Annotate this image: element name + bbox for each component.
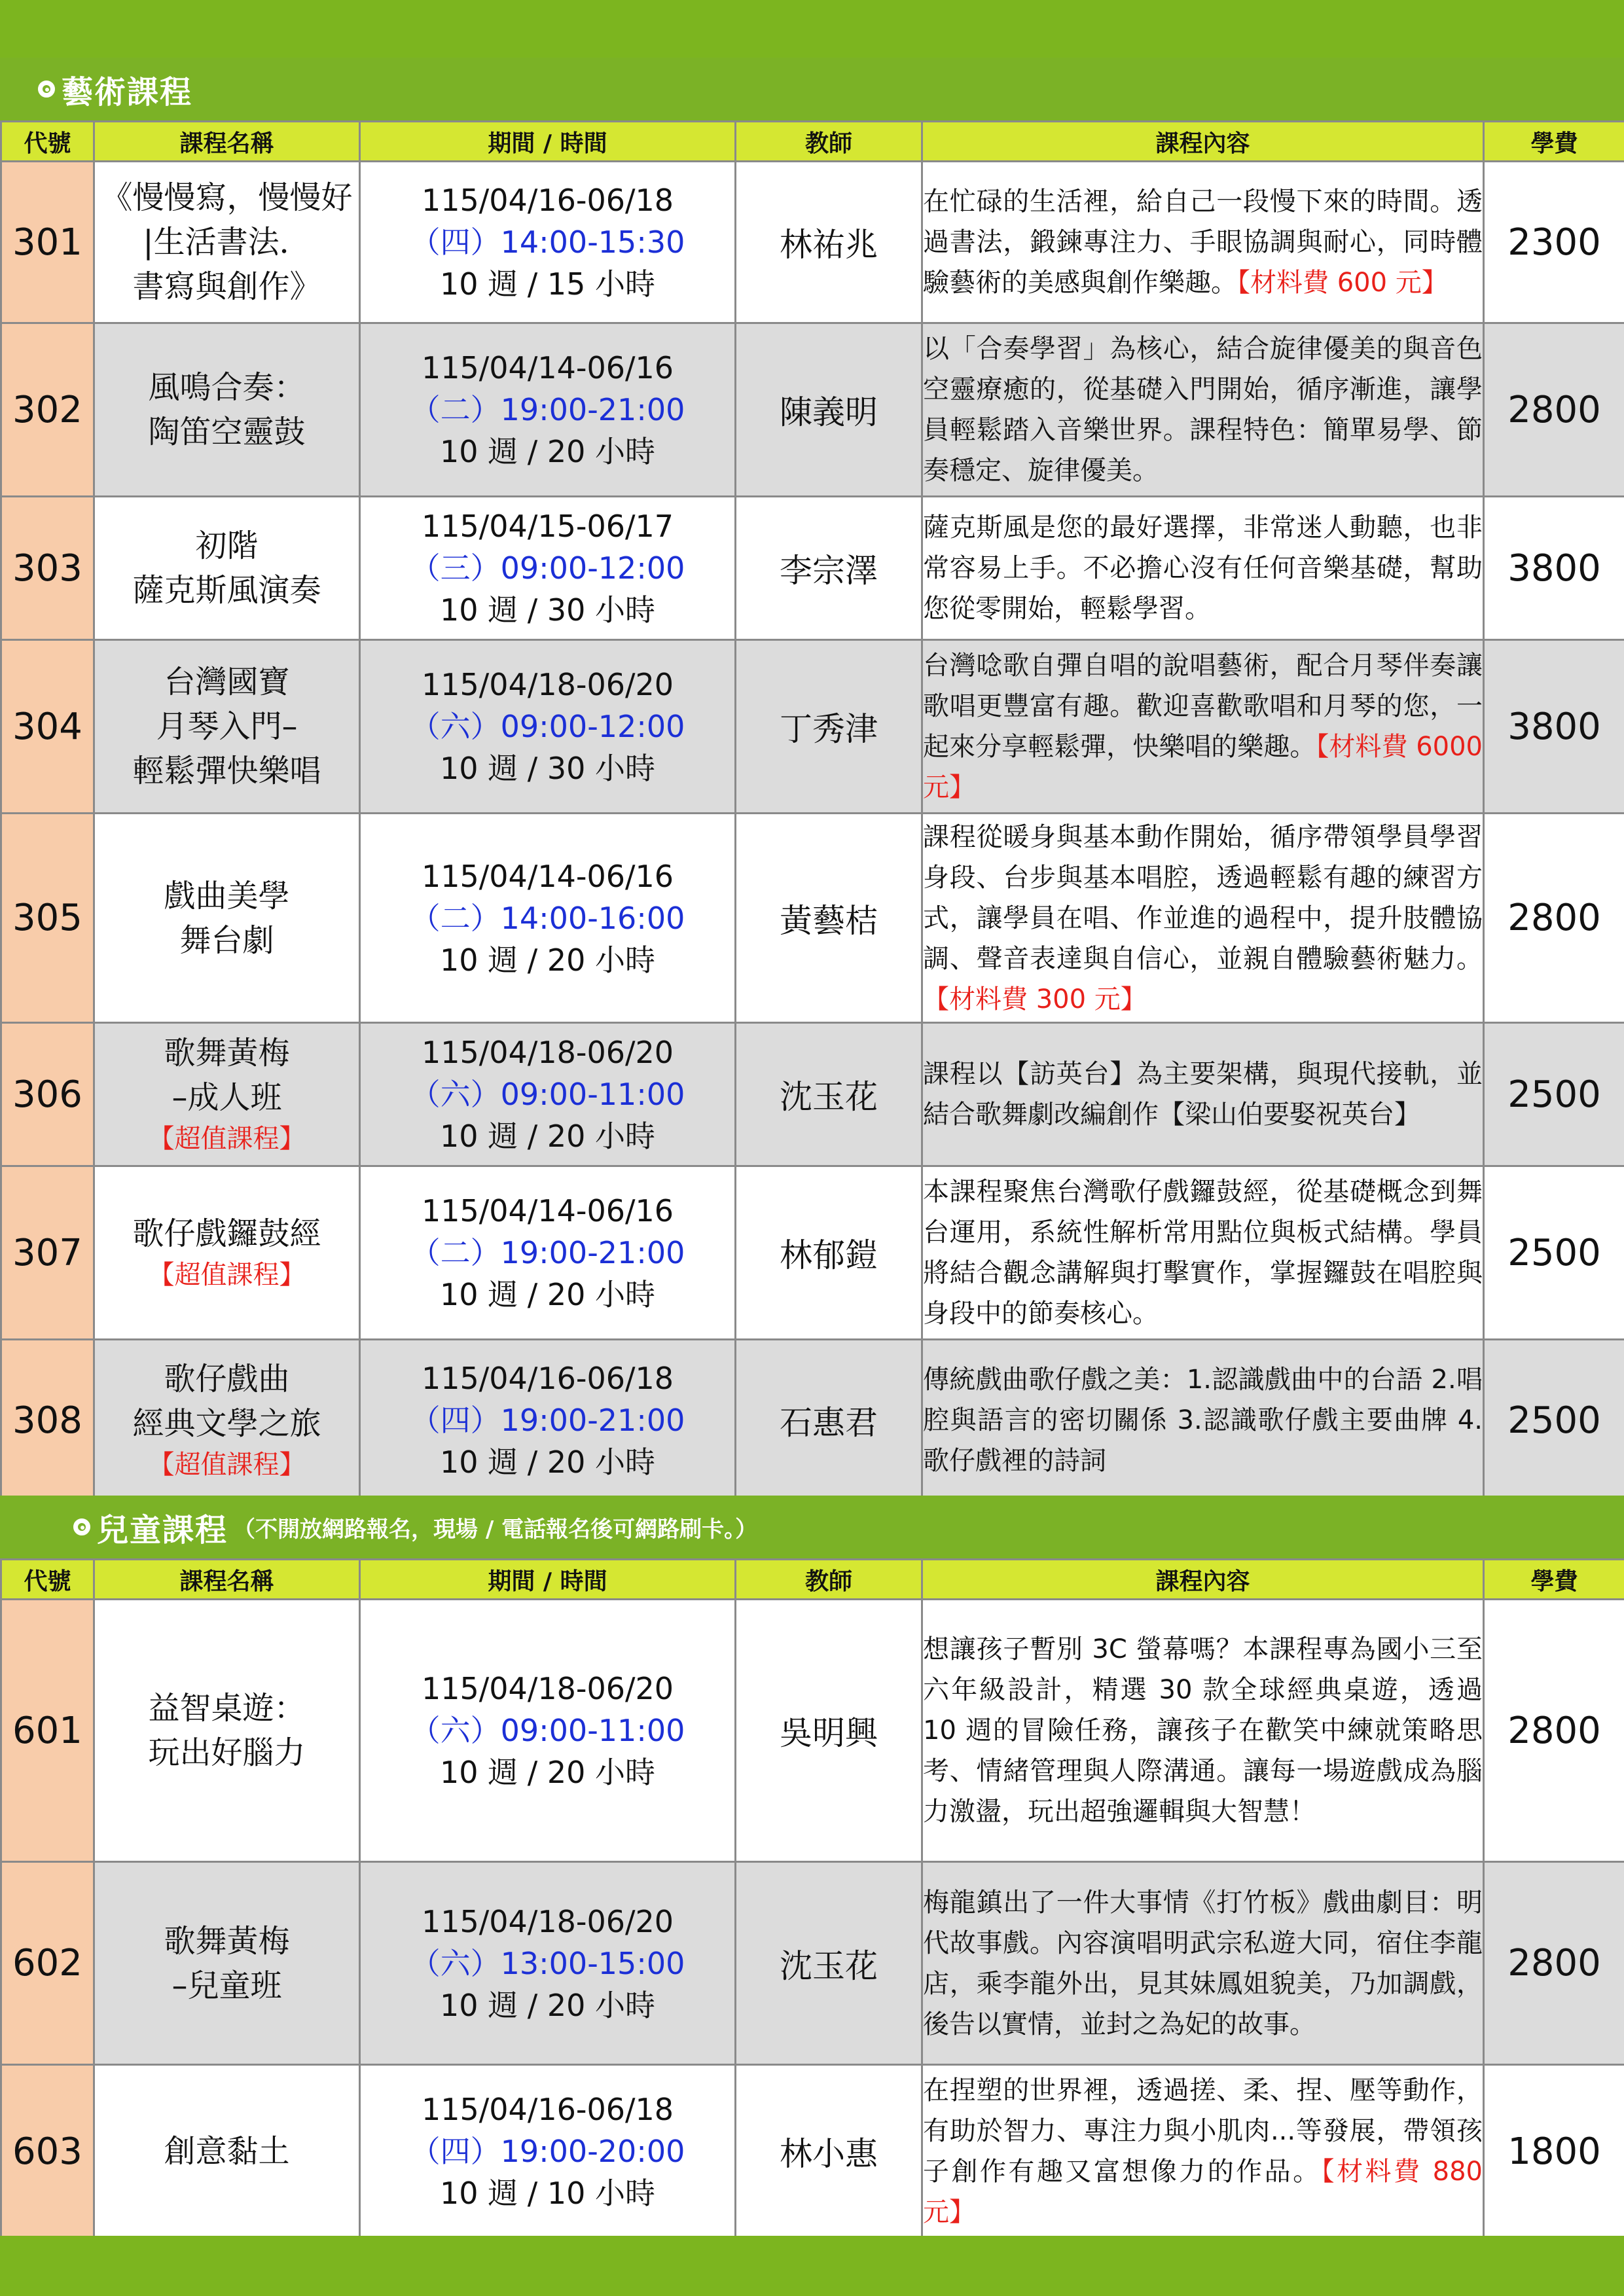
course-dates: 115/04/18-06/20 — [421, 1035, 674, 1070]
column-header: 教師 — [736, 122, 922, 162]
course-description — [922, 1600, 1484, 1862]
column-header: 代號 — [1, 122, 94, 162]
course-description — [922, 497, 1484, 640]
section-header-2 — [0, 1496, 1624, 1558]
course-name-line: 歌舞黃梅 — [164, 1035, 290, 1071]
course-time: （二）19:00-21:00 — [410, 1235, 685, 1270]
course-fee: 2800 — [1484, 814, 1624, 1023]
course-name-line: 風鳴合奏： — [148, 369, 306, 406]
column-header: 教師 — [736, 1560, 922, 1600]
course-time: （四）19:00-21:00 — [410, 1403, 685, 1438]
course-teacher: 林祐兆 — [736, 162, 922, 323]
value-course-badge: 【超值課程】 — [148, 1450, 306, 1480]
course-name — [94, 1600, 360, 1862]
course-name — [94, 162, 360, 323]
course-time: （二）14:00-16:00 — [410, 900, 685, 936]
bottom-band — [0, 2236, 1624, 2296]
course-fee: 2500 — [1484, 1166, 1624, 1340]
description-text: 課程以【訪英台】為主要架構，與現代接軌，並結合歌舞劇改編創作【梁山伯要娶祝英台】 — [923, 1059, 1483, 1130]
course-name-line: –兒童班 — [171, 1967, 282, 2004]
course-schedule — [360, 814, 736, 1023]
column-header: 學費 — [1484, 122, 1624, 162]
course-code: 305 — [1, 814, 94, 1023]
course-schedule — [360, 640, 736, 814]
course-teacher: 林郁鎧 — [736, 1166, 922, 1340]
course-table-2 — [0, 1558, 1624, 2239]
course-time: （四）19:00-20:00 — [410, 2134, 685, 2169]
course-schedule — [360, 1862, 736, 2065]
course-name — [94, 640, 360, 814]
table-row — [1, 814, 1624, 1023]
column-header: 課程名稱 — [94, 1560, 360, 1600]
description-text: 以「合奏學習」為核心，結合旋律優美的與音色空靈療癒的，從基礎入門開始，循序漸進，讓學員輕鬆踏入音樂世界。課程特色：簡單易學、節奏穩定、旋律優美。 — [923, 334, 1483, 486]
description-text: 想讓孩子暫別 3C 螢幕嗎？本課程專為國小三至六年級設計，精選 30 款全球經典桌遊，透過 10 週的冒險任務，讓孩子在歡笑中練就策略思考、情緒管理與人際溝通。讓每一場遊戲成為腦力激盪，玩出超強邏輯與大智慧！ — [923, 1634, 1483, 1827]
description-text: 傳統戲曲歌仔戲之美：1.認識戲曲中的台語 2.唱腔與語言的密切關係 3.認識歌仔戲主要曲牌 4.歌仔戲裡的詩詞 — [923, 1365, 1483, 1476]
table-row — [1, 1023, 1624, 1166]
course-description — [922, 814, 1484, 1023]
course-name-line: 書寫與創作》 — [132, 268, 321, 305]
table-row — [1, 1166, 1624, 1340]
course-fee: 2800 — [1484, 323, 1624, 497]
description-text: 在捏塑的世界裡，透過搓、柔、捏、壓等動作，有助於智力、專注力與小肌肉...等發展，帶領孩子創作有趣又富想像力的作品。 — [923, 2075, 1483, 2187]
description-text: 梅龍鎮出了一件大事情《打竹板》戲曲劇目：明代故事戲。內容演唱明武宗私遊大同，宿住李龍店，乘李龍外出，見其妹鳳姐貌美，乃加調戲，後告以實情，並封之為妃的故事。 — [923, 1887, 1483, 2039]
course-duration: 10 週 / 20 小時 — [439, 1987, 656, 2023]
course-name-line: 玩出好腦力 — [148, 1734, 306, 1771]
course-teacher: 沈玉花 — [736, 1862, 922, 2065]
course-description — [922, 323, 1484, 497]
course-dates: 115/04/18-06/20 — [421, 667, 674, 702]
course-fee: 2800 — [1484, 1600, 1624, 1862]
course-name — [94, 1862, 360, 2065]
course-dates: 115/04/14-06/16 — [421, 858, 674, 894]
table-header-row — [1, 1560, 1624, 1600]
course-name-line: |生活書法． — [143, 224, 311, 260]
course-name-line: 月琴入門– — [156, 708, 298, 745]
course-name-line: –成人班 — [171, 1079, 282, 1116]
course-dates: 115/04/18-06/20 — [421, 1671, 674, 1706]
course-schedule — [360, 1600, 736, 1862]
table-header-row — [1, 122, 1624, 162]
course-description — [922, 1166, 1484, 1340]
top-band — [0, 0, 1624, 58]
course-fee: 2500 — [1484, 1340, 1624, 1501]
course-code: 601 — [1, 1600, 94, 1862]
course-schedule — [360, 1166, 736, 1340]
course-time: （三）09:00-12:00 — [410, 550, 685, 586]
course-name-line: 歌仔戲鑼鼓經 — [132, 1215, 321, 1252]
table-row — [1, 1600, 1624, 1862]
course-dates: 115/04/14-06/16 — [421, 350, 674, 386]
course-duration: 10 週 / 20 小時 — [439, 1277, 656, 1312]
course-description — [922, 2065, 1484, 2238]
course-name-line: 歌仔戲曲 — [164, 1361, 290, 1397]
course-duration: 10 週 / 20 小時 — [439, 1119, 656, 1154]
table-row — [1, 497, 1624, 640]
course-description — [922, 640, 1484, 814]
course-duration: 10 週 / 20 小時 — [439, 942, 656, 978]
course-code: 603 — [1, 2065, 94, 2238]
course-name-line: 戲曲美學 — [164, 877, 290, 914]
course-code: 303 — [1, 497, 94, 640]
material-fee: 【材料費 300 元】 — [923, 984, 1147, 1014]
course-schedule — [360, 323, 736, 497]
description-text: 本課程聚焦台灣歌仔戲鑼鼓經，從基礎概念到舞台運用，系統性解析常用點位與板式結構。學員將結合觀念講解與打擊實作，掌握鑼鼓在唱腔與身段中的節奏核心。 — [923, 1177, 1483, 1329]
course-name — [94, 323, 360, 497]
course-code: 301 — [1, 162, 94, 323]
course-time: （六）09:00-12:00 — [410, 709, 685, 744]
course-teacher: 吳明興 — [736, 1600, 922, 1862]
course-fee: 2500 — [1484, 1023, 1624, 1166]
course-code: 302 — [1, 323, 94, 497]
course-teacher: 丁秀津 — [736, 640, 922, 814]
course-time: （四）14:00-15:30 — [410, 224, 685, 260]
course-name — [94, 814, 360, 1023]
course-dates: 115/04/14-06/16 — [421, 1193, 674, 1229]
course-code: 306 — [1, 1023, 94, 1166]
course-description — [922, 1340, 1484, 1501]
description-text: 薩克斯風是您的最好選擇，非常迷人動聽，也非常容易上手。不必擔心沒有任何音樂基礎，幫助您從零開始，輕鬆學習。 — [923, 512, 1483, 624]
course-duration: 10 週 / 20 小時 — [439, 434, 656, 469]
material-fee: 【材料費 600 元】 — [1237, 268, 1448, 298]
course-name-line: 舞台劇 — [179, 922, 274, 959]
course-teacher: 黃藝桔 — [736, 814, 922, 1023]
course-name — [94, 1023, 360, 1166]
course-description — [922, 162, 1484, 323]
table-row — [1, 162, 1624, 323]
course-time: （六）09:00-11:00 — [410, 1713, 685, 1748]
course-time: （六）09:00-11:00 — [410, 1077, 685, 1112]
course-code: 308 — [1, 1340, 94, 1501]
course-name-line: 初階 — [195, 528, 259, 564]
course-duration: 10 週 / 20 小時 — [439, 1755, 656, 1790]
section-header-1 — [0, 58, 1624, 120]
course-name-line: 輕鬆彈快樂唱 — [132, 753, 321, 789]
course-teacher: 陳義明 — [736, 323, 922, 497]
course-name — [94, 2065, 360, 2238]
course-schedule — [360, 1023, 736, 1166]
course-schedule — [360, 1340, 736, 1501]
description-text: 台灣唸歌自彈自唱的說唱藝術，配合月琴伴奏讓歌唱更豐富有趣。歡迎喜歡歌唱和月琴的您，一起來分享輕鬆彈，快樂唱的樂趣。 — [923, 651, 1483, 762]
course-description — [922, 1862, 1484, 2065]
course-name — [94, 1166, 360, 1340]
section-note: （不開放網路報名，現場 / 電話報名後可網路刷卡。） — [233, 1516, 758, 1543]
value-course-badge: 【超值課程】 — [148, 1260, 306, 1290]
course-name-line: 《慢慢寫，慢慢好 — [101, 179, 353, 216]
course-schedule — [360, 497, 736, 640]
course-teacher: 石惠君 — [736, 1340, 922, 1501]
section-title: 兒童課程 — [97, 1511, 228, 1549]
course-schedule — [360, 2065, 736, 2238]
course-fee: 2300 — [1484, 162, 1624, 323]
course-teacher: 林小惠 — [736, 2065, 922, 2238]
course-description — [922, 1023, 1484, 1166]
course-teacher: 沈玉花 — [736, 1023, 922, 1166]
course-teacher: 李宗澤 — [736, 497, 922, 640]
column-header: 課程內容 — [922, 1560, 1484, 1600]
course-duration: 10 週 / 20 小時 — [439, 1444, 656, 1480]
course-fee: 3800 — [1484, 640, 1624, 814]
course-time: （二）19:00-21:00 — [410, 392, 685, 427]
course-name-line: 經典文學之旅 — [132, 1405, 321, 1442]
course-name-line: 益智桌遊： — [148, 1690, 306, 1727]
course-name — [94, 1340, 360, 1501]
course-fee: 1800 — [1484, 2065, 1624, 2238]
course-name-line: 薩克斯風演奏 — [132, 572, 321, 609]
course-dates: 115/04/16-06/18 — [421, 1361, 674, 1396]
column-header: 課程名稱 — [94, 122, 360, 162]
course-fee: 2800 — [1484, 1862, 1624, 2065]
course-duration: 10 週 / 15 小時 — [439, 266, 656, 302]
course-name-line: 歌舞黃梅 — [164, 1922, 290, 1960]
course-code: 602 — [1, 1862, 94, 2065]
course-name-line: 台灣國寶 — [164, 664, 290, 700]
table-row — [1, 1340, 1624, 1501]
column-header: 代號 — [1, 1560, 94, 1600]
bullseye-icon — [73, 1518, 90, 1535]
table-row — [1, 323, 1624, 497]
table-row — [1, 640, 1624, 814]
course-dates: 115/04/15-06/17 — [421, 509, 674, 544]
course-table-1 — [0, 120, 1624, 1502]
course-duration: 10 週 / 30 小時 — [439, 592, 656, 628]
table-row — [1, 1862, 1624, 2065]
course-duration: 10 週 / 30 小時 — [439, 751, 656, 786]
column-header: 期間 / 時間 — [360, 1560, 736, 1600]
value-course-badge: 【超值課程】 — [148, 1124, 306, 1154]
course-name — [94, 497, 360, 640]
column-header: 期間 / 時間 — [360, 122, 736, 162]
course-dates: 115/04/16-06/18 — [421, 2092, 674, 2127]
course-name-line: 創意黏土 — [164, 2133, 290, 2170]
column-header: 學費 — [1484, 1560, 1624, 1600]
table-row — [1, 2065, 1624, 2238]
course-dates: 115/04/16-06/18 — [421, 183, 674, 218]
section-title: 藝術課程 — [62, 73, 193, 111]
course-duration: 10 週 / 10 小時 — [439, 2176, 656, 2211]
course-name-line: 陶笛空靈鼓 — [148, 414, 306, 450]
course-code: 307 — [1, 1166, 94, 1340]
description-text: 課程從暖身與基本動作開始，循序帶領學員學習身段、台步與基本唱腔，透過輕鬆有趣的練習方式，讓學員在唱、作並進的過程中，提升肢體協調、聲音表達與自信心，並親自體驗藝術魅力。 — [923, 821, 1483, 974]
course-dates: 115/04/18-06/20 — [421, 1903, 674, 1939]
course-schedule — [360, 162, 736, 323]
course-code: 304 — [1, 640, 94, 814]
bullseye-icon — [38, 81, 55, 98]
material-fee: 【材料費 880 元】 — [923, 2157, 1483, 2227]
course-fee: 3800 — [1484, 497, 1624, 640]
course-time: （六）13:00-15:00 — [410, 1945, 685, 1981]
material-fee: 【材料費 6000 元】 — [923, 732, 1483, 802]
column-header: 課程內容 — [922, 122, 1484, 162]
description-text: 在忙碌的生活裡，給自己一段慢下來的時間。透過書法，鍛鍊專注力、手眼協調與耐心，同時體驗藝術的美感與創作樂趣。 — [923, 187, 1483, 298]
